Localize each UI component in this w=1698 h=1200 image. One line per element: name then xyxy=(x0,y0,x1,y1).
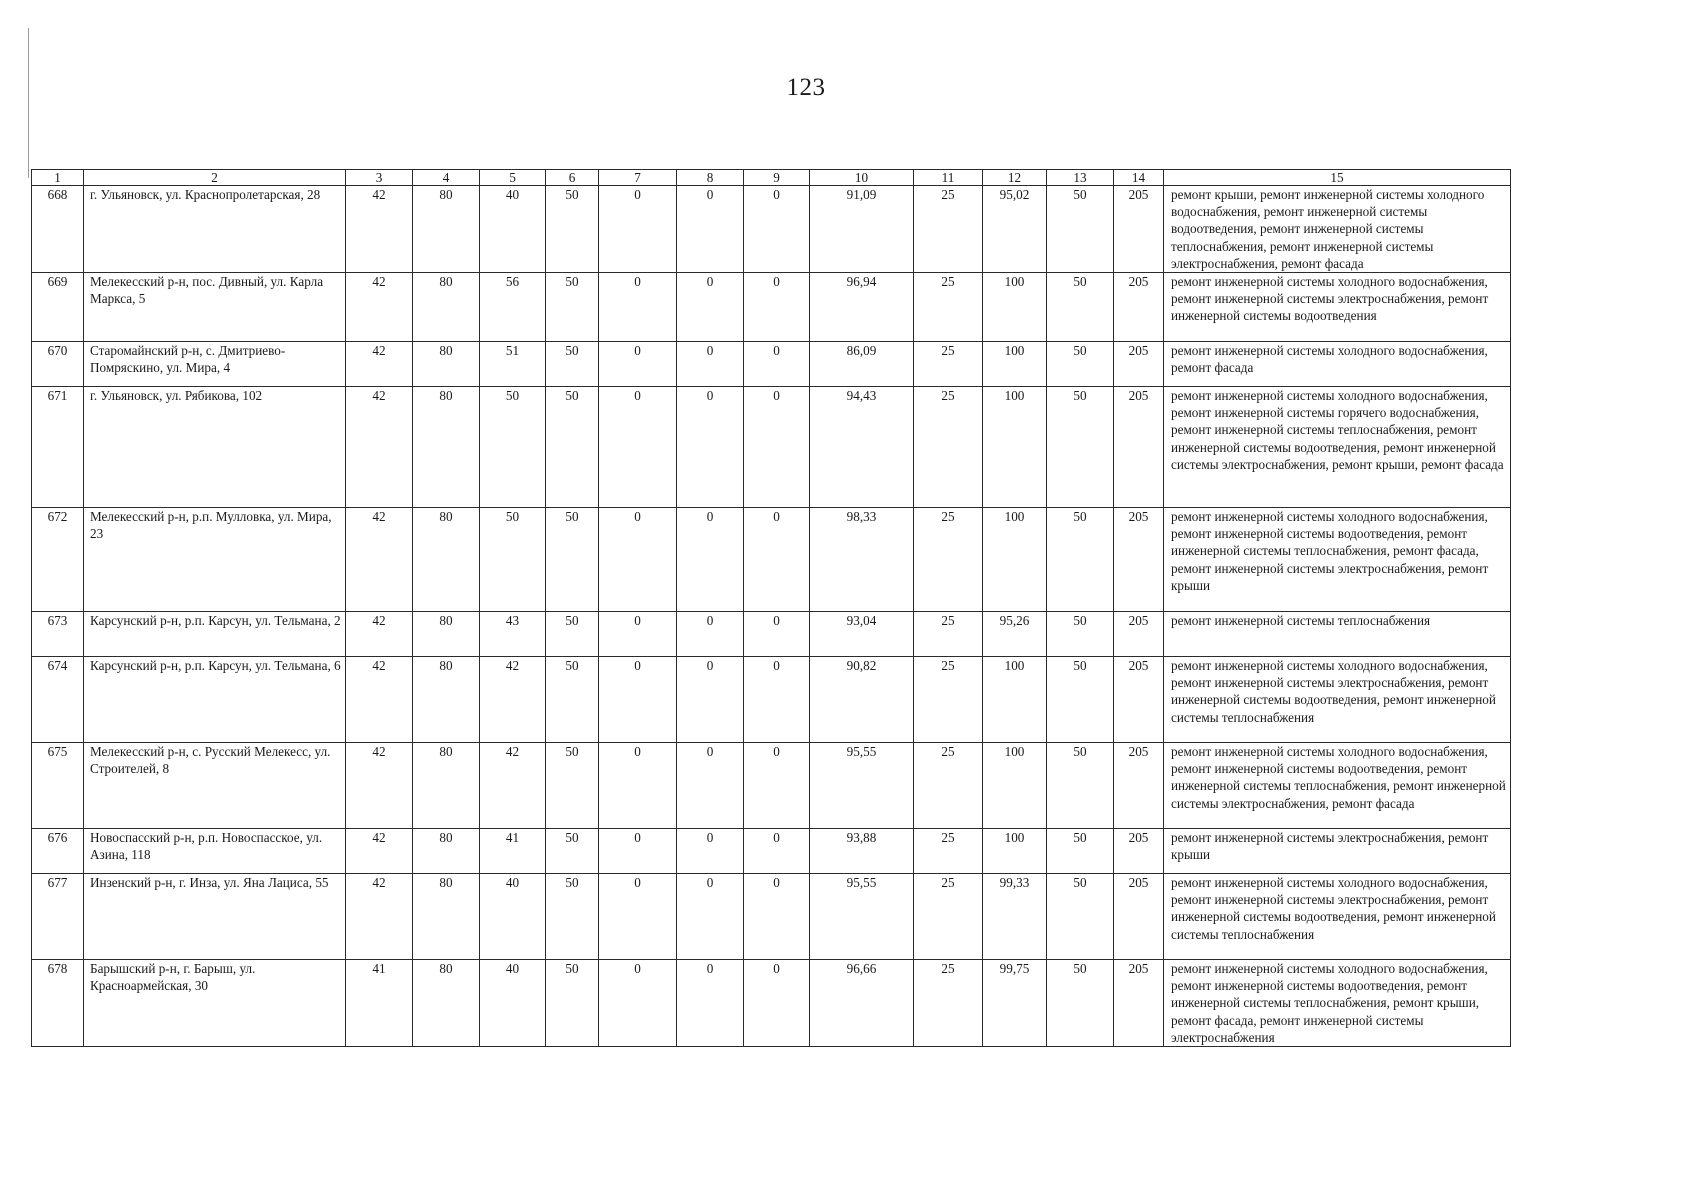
value-cell-col-6: 50 xyxy=(546,874,599,960)
column-number: 8 xyxy=(677,170,744,186)
value-cell-col-13: 50 xyxy=(1047,657,1114,743)
page-number: 123 xyxy=(786,74,826,101)
value-cell-col-9: 0 xyxy=(744,960,810,1047)
works-description-cell: ремонт инженерной системы холодного водоснабжения, ремонт инженерной системы электроснабжения, ремонт инженерной системы водоотведения, ремонт инженерной системы теплоснабжения xyxy=(1164,657,1511,743)
value-cell-col-10: 95,55 xyxy=(810,743,914,829)
value-cell-col-8: 0 xyxy=(677,874,744,960)
value-cell-col-6: 50 xyxy=(546,657,599,743)
column-number: 12 xyxy=(983,170,1047,186)
value-cell-col-7: 0 xyxy=(599,612,677,657)
value-cell-col-9: 0 xyxy=(744,342,810,387)
value-cell-col-10: 96,66 xyxy=(810,960,914,1047)
value-cell-col-11: 25 xyxy=(914,657,983,743)
value-cell-col-3: 42 xyxy=(346,874,413,960)
value-cell-col-12: 100 xyxy=(983,342,1047,387)
value-cell-col-14: 205 xyxy=(1114,612,1164,657)
column-number: 9 xyxy=(744,170,810,186)
value-cell-col-14: 205 xyxy=(1114,960,1164,1047)
value-cell-col-6: 50 xyxy=(546,960,599,1047)
row-number-cell: 671 xyxy=(32,387,84,508)
value-cell-col-8: 0 xyxy=(677,829,744,874)
value-cell-col-12: 100 xyxy=(983,508,1047,612)
value-cell-col-12: 99,75 xyxy=(983,960,1047,1047)
value-cell-col-13: 50 xyxy=(1047,342,1114,387)
value-cell-col-3: 42 xyxy=(346,186,413,273)
value-cell-col-14: 205 xyxy=(1114,342,1164,387)
value-cell-col-10: 96,94 xyxy=(810,273,914,342)
value-cell-col-12: 100 xyxy=(983,829,1047,874)
value-cell-col-13: 50 xyxy=(1047,508,1114,612)
value-cell-col-4: 80 xyxy=(413,829,480,874)
value-cell-col-7: 0 xyxy=(599,342,677,387)
value-cell-col-4: 80 xyxy=(413,186,480,273)
table-row xyxy=(32,612,1511,657)
value-cell-col-12: 100 xyxy=(983,743,1047,829)
value-cell-col-7: 0 xyxy=(599,743,677,829)
value-cell-col-11: 25 xyxy=(914,960,983,1047)
address-cell: Мелекесский р-н, с. Русский Мелекесс, ул. Строителей, 8 xyxy=(84,743,346,829)
works-description-cell: ремонт инженерной системы холодного водоснабжения, ремонт инженерной системы горячего водоснабжения, ремонт инженерной системы теплоснабжения, ремонт инженерной системы водоотведения, ремонт инженерной системы электроснабжения, ремонт крыши, ремонт фасада xyxy=(1164,387,1511,508)
column-number: 3 xyxy=(346,170,413,186)
row-number-cell: 676 xyxy=(32,829,84,874)
value-cell-col-8: 0 xyxy=(677,186,744,273)
value-cell-col-13: 50 xyxy=(1047,874,1114,960)
value-cell-col-11: 25 xyxy=(914,829,983,874)
value-cell-col-9: 0 xyxy=(744,829,810,874)
table-row xyxy=(32,387,1511,508)
value-cell-col-6: 50 xyxy=(546,829,599,874)
column-number: 4 xyxy=(413,170,480,186)
value-cell-col-4: 80 xyxy=(413,960,480,1047)
value-cell-col-12: 100 xyxy=(983,273,1047,342)
column-number: 13 xyxy=(1047,170,1114,186)
value-cell-col-10: 93,04 xyxy=(810,612,914,657)
value-cell-col-8: 0 xyxy=(677,743,744,829)
table-row xyxy=(32,874,1511,960)
address-cell: г. Ульяновск, ул. Рябикова, 102 xyxy=(84,387,346,508)
value-cell-col-14: 205 xyxy=(1114,829,1164,874)
value-cell-col-6: 50 xyxy=(546,342,599,387)
value-cell-col-5: 40 xyxy=(480,960,546,1047)
row-number-cell: 670 xyxy=(32,342,84,387)
value-cell-col-12: 100 xyxy=(983,387,1047,508)
column-number: 2 xyxy=(84,170,346,186)
value-cell-col-9: 0 xyxy=(744,612,810,657)
value-cell-col-9: 0 xyxy=(744,387,810,508)
column-number: 7 xyxy=(599,170,677,186)
value-cell-col-8: 0 xyxy=(677,657,744,743)
value-cell-col-13: 50 xyxy=(1047,186,1114,273)
works-description-cell: ремонт инженерной системы холодного водоснабжения, ремонт фасада xyxy=(1164,342,1511,387)
table-row xyxy=(32,657,1511,743)
value-cell-col-13: 50 xyxy=(1047,273,1114,342)
column-number: 14 xyxy=(1114,170,1164,186)
value-cell-col-6: 50 xyxy=(546,612,599,657)
value-cell-col-13: 50 xyxy=(1047,960,1114,1047)
value-cell-col-4: 80 xyxy=(413,342,480,387)
value-cell-col-8: 0 xyxy=(677,342,744,387)
value-cell-col-11: 25 xyxy=(914,342,983,387)
address-cell: Мелекесский р-н, р.п. Мулловка, ул. Мира, 23 xyxy=(84,508,346,612)
address-cell: Карсунский р-н, р.п. Карсун, ул. Тельмана, 2 xyxy=(84,612,346,657)
row-number-cell: 674 xyxy=(32,657,84,743)
value-cell-col-11: 25 xyxy=(914,508,983,612)
value-cell-col-13: 50 xyxy=(1047,829,1114,874)
address-cell: Мелекесский р-н, пос. Дивный, ул. Карла Маркса, 5 xyxy=(84,273,346,342)
value-cell-col-14: 205 xyxy=(1114,743,1164,829)
value-cell-col-4: 80 xyxy=(413,874,480,960)
value-cell-col-5: 43 xyxy=(480,612,546,657)
value-cell-col-7: 0 xyxy=(599,387,677,508)
value-cell-col-9: 0 xyxy=(744,186,810,273)
value-cell-col-3: 42 xyxy=(346,657,413,743)
value-cell-col-7: 0 xyxy=(599,508,677,612)
value-cell-col-4: 80 xyxy=(413,612,480,657)
address-cell: Новоспасский р-н, р.п. Новоспасское, ул. Азина, 118 xyxy=(84,829,346,874)
value-cell-col-4: 80 xyxy=(413,657,480,743)
value-cell-col-3: 42 xyxy=(346,273,413,342)
address-cell: Барышский р-н, г. Барыш, ул. Красноармейская, 30 xyxy=(84,960,346,1047)
value-cell-col-5: 50 xyxy=(480,387,546,508)
value-cell-col-4: 80 xyxy=(413,387,480,508)
value-cell-col-9: 0 xyxy=(744,743,810,829)
value-cell-col-6: 50 xyxy=(546,273,599,342)
row-number-cell: 672 xyxy=(32,508,84,612)
table-row xyxy=(32,342,1511,387)
table-row xyxy=(32,829,1511,874)
works-table xyxy=(31,169,1511,1047)
address-cell: Старомайнский р-н, с. Дмитриево-Помряскино, ул. Мира, 4 xyxy=(84,342,346,387)
value-cell-col-11: 25 xyxy=(914,612,983,657)
value-cell-col-12: 99,33 xyxy=(983,874,1047,960)
works-description-cell: ремонт инженерной системы холодного водоснабжения, ремонт инженерной системы водоотведения, ремонт инженерной системы теплоснабжения, ремонт фасада, ремонт инженерной системы электроснабжения, ремонт крыши xyxy=(1164,508,1511,612)
value-cell-col-11: 25 xyxy=(914,743,983,829)
value-cell-col-9: 0 xyxy=(744,874,810,960)
table-row xyxy=(32,743,1511,829)
value-cell-col-13: 50 xyxy=(1047,387,1114,508)
works-description-cell: ремонт инженерной системы теплоснабжения xyxy=(1164,612,1511,657)
value-cell-col-9: 0 xyxy=(744,508,810,612)
value-cell-col-5: 40 xyxy=(480,186,546,273)
value-cell-col-3: 42 xyxy=(346,508,413,612)
value-cell-col-4: 80 xyxy=(413,743,480,829)
value-cell-col-3: 42 xyxy=(346,387,413,508)
works-description-cell: ремонт крыши, ремонт инженерной системы холодного водоснабжения, ремонт инженерной системы водоотведения, ремонт инженерной системы теплоснабжения, ремонт инженерной системы электроснабжения, ремонт фасада xyxy=(1164,186,1511,273)
value-cell-col-5: 51 xyxy=(480,342,546,387)
value-cell-col-3: 41 xyxy=(346,960,413,1047)
column-number-row xyxy=(32,170,1511,186)
value-cell-col-8: 0 xyxy=(677,612,744,657)
value-cell-col-12: 100 xyxy=(983,657,1047,743)
value-cell-col-8: 0 xyxy=(677,273,744,342)
value-cell-col-3: 42 xyxy=(346,612,413,657)
value-cell-col-6: 50 xyxy=(546,743,599,829)
table-row xyxy=(32,186,1511,273)
value-cell-col-3: 42 xyxy=(346,743,413,829)
row-number-cell: 673 xyxy=(32,612,84,657)
value-cell-col-8: 0 xyxy=(677,960,744,1047)
column-number: 6 xyxy=(546,170,599,186)
column-number: 11 xyxy=(914,170,983,186)
row-number-cell: 669 xyxy=(32,273,84,342)
value-cell-col-5: 56 xyxy=(480,273,546,342)
value-cell-col-10: 98,33 xyxy=(810,508,914,612)
value-cell-col-14: 205 xyxy=(1114,186,1164,273)
value-cell-col-10: 91,09 xyxy=(810,186,914,273)
value-cell-col-7: 0 xyxy=(599,829,677,874)
address-cell: Инзенский р-н, г. Инза, ул. Яна Лациса, 55 xyxy=(84,874,346,960)
value-cell-col-5: 42 xyxy=(480,657,546,743)
value-cell-col-14: 205 xyxy=(1114,874,1164,960)
works-description-cell: ремонт инженерной системы холодного водоснабжения, ремонт инженерной системы водоотведения, ремонт инженерной системы теплоснабжения, ремонт крыши, ремонт фасада, ремонт инженерной системы электроснабжения xyxy=(1164,960,1511,1047)
value-cell-col-7: 0 xyxy=(599,273,677,342)
value-cell-col-14: 205 xyxy=(1114,273,1164,342)
row-number-cell: 675 xyxy=(32,743,84,829)
address-cell: г. Ульяновск, ул. Краснопролетарская, 28 xyxy=(84,186,346,273)
works-description-cell: ремонт инженерной системы холодного водоснабжения, ремонт инженерной системы электроснабжения, ремонт инженерной системы водоотведения, ремонт инженерной системы теплоснабжения xyxy=(1164,874,1511,960)
value-cell-col-10: 93,88 xyxy=(810,829,914,874)
value-cell-col-9: 0 xyxy=(744,273,810,342)
value-cell-col-11: 25 xyxy=(914,186,983,273)
value-cell-col-4: 80 xyxy=(413,273,480,342)
value-cell-col-5: 40 xyxy=(480,874,546,960)
column-number: 1 xyxy=(32,170,84,186)
table-row xyxy=(32,273,1511,342)
table-row xyxy=(32,508,1511,612)
value-cell-col-12: 95,02 xyxy=(983,186,1047,273)
value-cell-col-10: 95,55 xyxy=(810,874,914,960)
value-cell-col-11: 25 xyxy=(914,387,983,508)
value-cell-col-7: 0 xyxy=(599,874,677,960)
works-description-cell: ремонт инженерной системы электроснабжения, ремонт крыши xyxy=(1164,829,1511,874)
value-cell-col-14: 205 xyxy=(1114,508,1164,612)
value-cell-col-13: 50 xyxy=(1047,612,1114,657)
value-cell-col-11: 25 xyxy=(914,874,983,960)
value-cell-col-8: 0 xyxy=(677,508,744,612)
value-cell-col-6: 50 xyxy=(546,508,599,612)
works-description-cell: ремонт инженерной системы холодного водоснабжения, ремонт инженерной системы электроснабжения, ремонт инженерной системы водоотведения xyxy=(1164,273,1511,342)
value-cell-col-5: 41 xyxy=(480,829,546,874)
value-cell-col-5: 50 xyxy=(480,508,546,612)
column-number: 5 xyxy=(480,170,546,186)
value-cell-col-4: 80 xyxy=(413,508,480,612)
value-cell-col-6: 50 xyxy=(546,387,599,508)
value-cell-col-8: 0 xyxy=(677,387,744,508)
value-cell-col-10: 94,43 xyxy=(810,387,914,508)
value-cell-col-9: 0 xyxy=(744,657,810,743)
column-number: 10 xyxy=(810,170,914,186)
value-cell-col-13: 50 xyxy=(1047,743,1114,829)
value-cell-col-10: 90,82 xyxy=(810,657,914,743)
value-cell-col-14: 205 xyxy=(1114,387,1164,508)
value-cell-col-5: 42 xyxy=(480,743,546,829)
value-cell-col-7: 0 xyxy=(599,657,677,743)
address-cell: Карсунский р-н, р.п. Карсун, ул. Тельмана, 6 xyxy=(84,657,346,743)
value-cell-col-3: 42 xyxy=(346,342,413,387)
margin-line xyxy=(28,28,29,178)
value-cell-col-6: 50 xyxy=(546,186,599,273)
row-number-cell: 678 xyxy=(32,960,84,1047)
row-number-cell: 677 xyxy=(32,874,84,960)
table-row xyxy=(32,960,1511,1047)
row-number-cell: 668 xyxy=(32,186,84,273)
value-cell-col-10: 86,09 xyxy=(810,342,914,387)
works-description-cell: ремонт инженерной системы холодного водоснабжения, ремонт инженерной системы водоотведения, ремонт инженерной системы теплоснабжения, ремонт инженерной системы электроснабжения, ремонт фасада xyxy=(1164,743,1511,829)
value-cell-col-12: 95,26 xyxy=(983,612,1047,657)
value-cell-col-11: 25 xyxy=(914,273,983,342)
value-cell-col-3: 42 xyxy=(346,829,413,874)
value-cell-col-14: 205 xyxy=(1114,657,1164,743)
column-number: 15 xyxy=(1164,170,1511,186)
value-cell-col-7: 0 xyxy=(599,960,677,1047)
value-cell-col-7: 0 xyxy=(599,186,677,273)
